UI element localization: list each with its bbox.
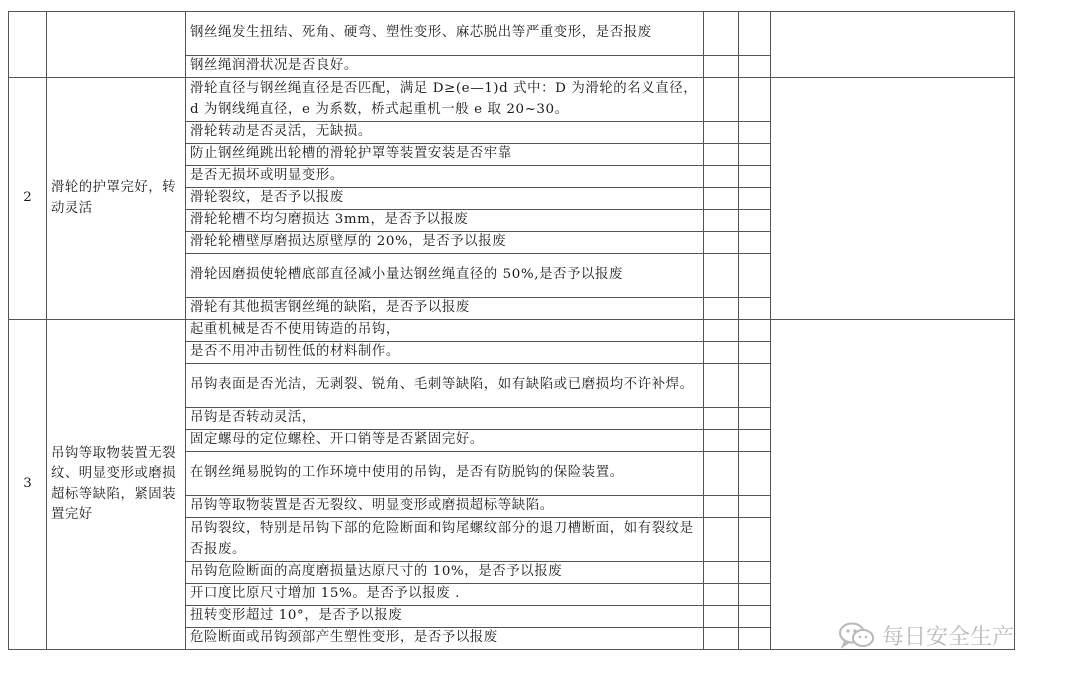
check-content: 固定螺母的定位螺栓、开口销等是否紧固完好。 xyxy=(186,430,704,452)
result-cell-b xyxy=(739,188,771,210)
result-cell-b xyxy=(739,254,771,298)
inspection-item-cell xyxy=(47,12,186,78)
result-cell-b xyxy=(739,210,771,232)
inspection-item: 吊钩等取物装置无裂纹、明显变形或磨损超标等缺陷，紧固装置完好 xyxy=(47,320,186,650)
check-content: 滑轮轮槽壁厚磨损达原壁厚的 20%，是否予以报废 xyxy=(186,232,704,254)
check-content: 吊钩表面是否光洁，无剥裂、锐角、毛刺等缺陷，如有缺陷或已磨损均不许补焊。 xyxy=(186,364,704,408)
result-cell-a xyxy=(704,122,739,144)
result-cell-b xyxy=(739,232,771,254)
check-content: 在钢丝绳易脱钩的工作环境中使用的吊钩，是否有防脱钩的保险装置。 xyxy=(186,452,704,496)
result-cell-b xyxy=(739,518,771,562)
result-cell-b xyxy=(739,342,771,364)
result-cell-b xyxy=(739,144,771,166)
result-cell-b xyxy=(739,628,771,650)
result-cell-a xyxy=(704,166,739,188)
result-cell-a xyxy=(704,342,739,364)
result-cell-a xyxy=(704,320,739,342)
result-cell-a xyxy=(704,364,739,408)
row-number: 3 xyxy=(9,320,47,650)
result-cell-b xyxy=(739,56,771,78)
result-cell-a xyxy=(704,56,739,78)
result-cell-b xyxy=(739,584,771,606)
check-content: 吊钩等取物装置是否无裂纹、明显变形或磨损超标等缺陷。 xyxy=(186,496,704,518)
check-content: 是否不用冲击韧性低的材料制作。 xyxy=(186,342,704,364)
result-cell-a xyxy=(704,562,739,584)
check-content: 滑轮裂纹，是否予以报废 xyxy=(186,188,704,210)
result-cell-a xyxy=(704,452,739,496)
table-row xyxy=(9,12,1015,56)
result-cell-a xyxy=(704,78,739,122)
check-content: 滑轮直径与钢丝绳直径是否匹配，满足 D≥(e—1)d 式中：D 为滑轮的名义直径，d 为钢线绳直径，e 为系数，桥式起重机一般 e 取 20~30。 xyxy=(186,78,704,122)
check-content: 吊钩危险断面的高度磨损量达原尺寸的 10%，是否予以报废 xyxy=(186,562,704,584)
result-cell-b xyxy=(739,452,771,496)
check-content: 钢丝绳发生扭结、死角、硬弯、塑性变形、麻芯脱出等严重变形，是否报废 xyxy=(186,12,704,56)
result-cell-b xyxy=(739,122,771,144)
result-cell-b xyxy=(739,78,771,122)
result-cell-b xyxy=(739,298,771,320)
check-content: 滑轮转动是否灵活，无缺损。 xyxy=(186,122,704,144)
result-cell-a xyxy=(704,210,739,232)
check-content: 钢丝绳润滑状况是否良好。 xyxy=(186,56,704,78)
check-content: 吊钩是否转动灵活， xyxy=(186,408,704,430)
result-cell-a xyxy=(704,254,739,298)
result-cell-b xyxy=(739,166,771,188)
result-cell-a xyxy=(704,408,739,430)
check-content: 扭转变形超过 10°，是否予以报废 xyxy=(186,606,704,628)
watermark-text: 每日安全生产 xyxy=(882,624,1015,650)
wechat-icon xyxy=(838,621,876,649)
result-cell-b xyxy=(739,320,771,342)
result-cell-a xyxy=(704,628,739,650)
table-row xyxy=(9,78,1015,122)
check-content: 起重机械是否不使用铸造的吊钩， xyxy=(186,320,704,342)
result-cell-b xyxy=(739,562,771,584)
check-content: 滑轮轮槽不均匀磨损达 3mm，是否予以报废 xyxy=(186,210,704,232)
result-cell-b xyxy=(739,12,771,56)
result-cell-b xyxy=(739,606,771,628)
check-content: 危险断面或吊钩颈部产生塑性变形，是否予以报废 xyxy=(186,628,704,650)
result-cell-a xyxy=(704,584,739,606)
remarks-cell xyxy=(771,78,1015,320)
result-cell-a xyxy=(704,144,739,166)
remarks-cell xyxy=(771,12,1015,78)
result-cell-a xyxy=(704,12,739,56)
check-content: 防止钢丝绳跳出轮槽的滑轮护罩等装置安装是否牢靠 xyxy=(186,144,704,166)
check-content: 开口度比原尺寸增加 15%。是否予以报废 . xyxy=(186,584,704,606)
result-cell-a xyxy=(704,232,739,254)
result-cell-b xyxy=(739,496,771,518)
remarks-cell xyxy=(771,320,1015,650)
check-content: 吊钩裂纹，特别是吊钩下部的危险断面和钩尾螺纹部分的退刀槽断面，如有裂纹是否报废。 xyxy=(186,518,704,562)
result-cell-a xyxy=(704,518,739,562)
result-cell-a xyxy=(704,430,739,452)
checklist-body xyxy=(9,12,1015,650)
check-content: 滑轮因磨损使轮槽底部直径减小量达钢丝绳直径的 50%,是否予以报废 xyxy=(186,254,704,298)
inspection-item: 滑轮的护罩完好，转动灵活 xyxy=(47,78,186,320)
watermark xyxy=(838,620,1014,650)
result-cell-a xyxy=(704,188,739,210)
check-content: 是否无损坏或明显变形。 xyxy=(186,166,704,188)
result-cell-b xyxy=(739,430,771,452)
result-cell-b xyxy=(739,364,771,408)
result-cell-a xyxy=(704,298,739,320)
result-cell-a xyxy=(704,496,739,518)
table-row xyxy=(9,320,1015,342)
inspection-checklist-table xyxy=(8,11,1015,650)
row-number: 2 xyxy=(9,78,47,320)
row-number-cell xyxy=(9,12,47,78)
result-cell-a xyxy=(704,606,739,628)
result-cell-b xyxy=(739,408,771,430)
check-content: 滑轮有其他损害钢丝绳的缺陷，是否予以报废 xyxy=(186,298,704,320)
